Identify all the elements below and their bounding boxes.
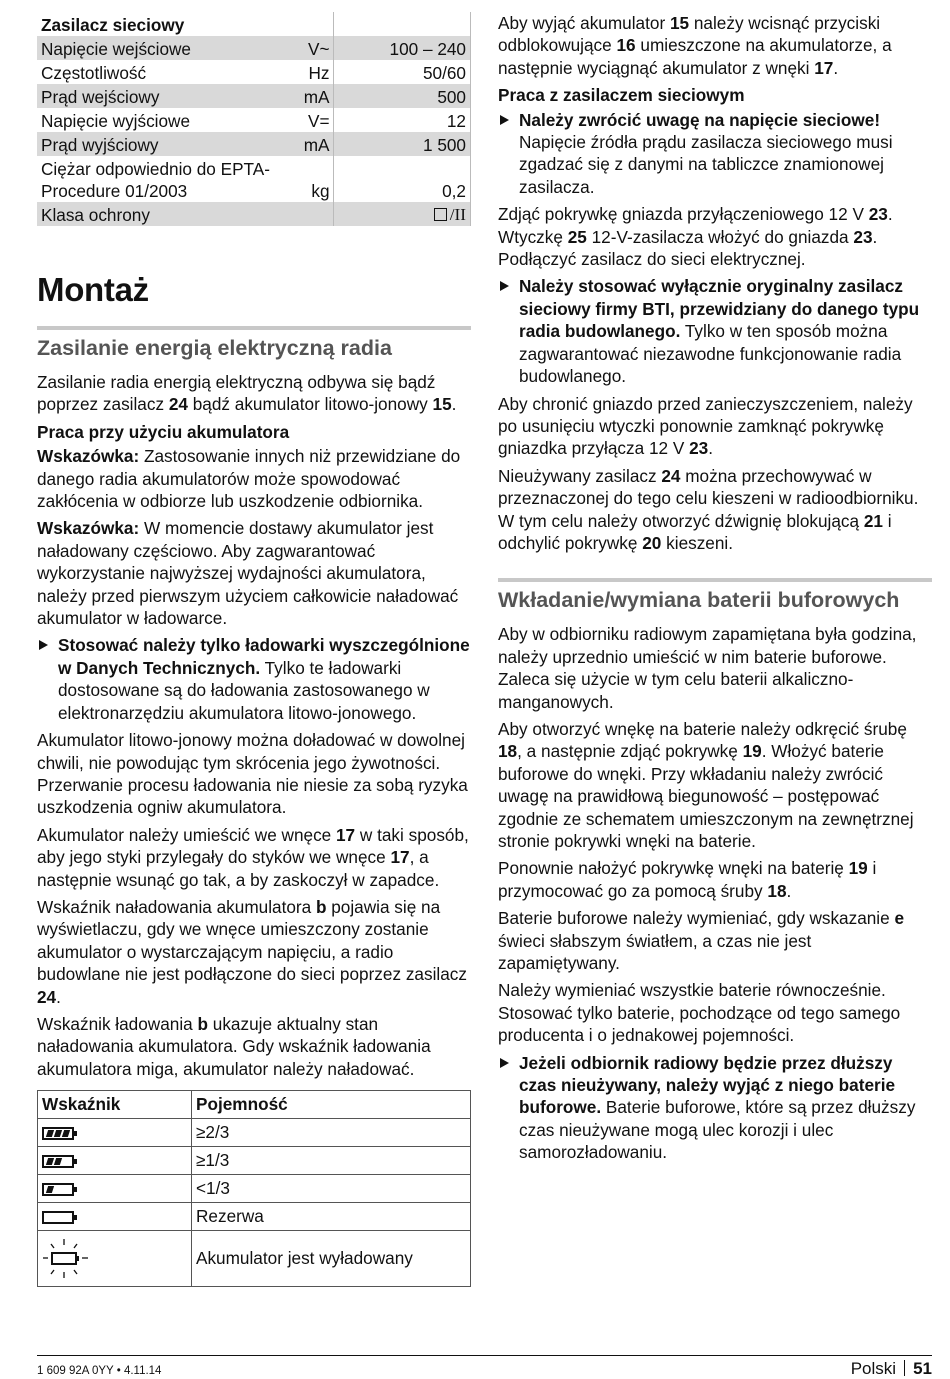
paragraph: Akumulator należy umieścić we wnęce 17 w taki sposób, aby jego styki przylegały do styków we wnęce 17, a następnie wsunąć go tak, a by zaskoczył w zapadce. [37,824,469,890]
table-row [38,1203,471,1231]
subheading: Praca przy użyciu akumulatora [37,421,290,442]
paragraph: Wskaźnik naładowania akumulatora b pojawia się na wyświetlaczu, gdy we wnęce umieszczony zostanie akumulator o wystarczającym napięciu, a radio budowlane nie jest podłączone do sieci poprzez zasilacz 24. [37,896,467,1007]
spec-unit: Hz [295,60,333,84]
footer-language: Polski [850,1359,897,1378]
right-column [498,12,932,1169]
section-heading: Wkładanie/wymiana baterii buforowych [498,578,932,614]
table-row [38,1231,471,1287]
paragraph: Nieużywany zasilacz 24 można przechowywać w przeznaczonej do tego celu kieszeni w radioodbiorniku. W tym celu należy otworzyć dźwignię blokującą 21 i odchylić pokrywkę 20 kieszeni. [498,465,919,553]
note-paragraph: Wskazówka: Zastosowanie innych niż przewidziane do danego radia akumulatorów może spowodować zakłócenia w odbiorze lub uszkodzenie odbiornika. [37,446,461,512]
note-paragraph: Wskazówka: W momencie dostawy akumulator jest naładowany częściowo. Aby zagwarantować wykorzystanie najwyższej wydajności akumulatora, należy przed pierwszym użyciem całkowicie naładować akumulator w ładowarce. [37,518,459,629]
specs-title: Zasilacz sieciowy [41,15,185,35]
protection-class-text: /II [449,205,466,224]
paragraph: Zdjąć pokrywkę gniazda przyłączeniowego 12 V 23. Wtyczkę 25 12-V-zasilacza włożyć do gniazda 23. Podłączyć zasilacz do sieci elektrycznej. [498,204,893,270]
paragraph: Aby wyjąć akumulator 15 należy wcisnąć przyciski odblokowujące 16 umieszczone na akumulatorze, a następnie wyciągnąć akumulator z wnęki 17. [498,13,892,78]
spec-value: 100 – 240 [333,36,471,60]
paragraph: Aby w odbiorniku radiowym zapamiętana była godzina, należy uprzednio umieścić w nim baterie buforowe. Zaleca się użycie w tym celu baterii alkaliczno-manganowych. [498,624,917,712]
spec-label: Ciężar odpowiednio do EPTA-Procedure 01/2003 [41,159,270,201]
paragraph: Aby otworzyć wnękę na baterie należy odkręcić śrubę 18, a następnie zdjąć pokrywkę 19. Włożyć baterie buforowe do wnęki. Przy wkładaniu należy zwrócić uwagę na prawidłową biegunowość – postępować zgodnie ze schematem umieszczonym na zewnętrznej stronie pokrywki wnęki na baterie. [498,718,914,851]
battery-two-bars-icon [42,1155,74,1168]
capacity-value: <1/3 [192,1175,471,1203]
battery-blinking-icon [42,1237,90,1281]
spec-value: 12 [333,108,471,132]
paragraph: Ponownie nałożyć pokrywkę wnęki na baterię 19 i przymocować go za pomocą śruby 18. [498,858,877,901]
spec-value [333,202,471,226]
protection-class-square-icon [434,208,447,221]
left-column [37,12,471,1287]
paragraph: Baterie buforowe należy wymieniać, gdy wskazanie e świeci słabszym światłem, a czas nie jest zapamiętywany. [498,908,905,974]
column-header: Wskaźnik [38,1091,192,1119]
battery-empty-icon [42,1211,74,1224]
page-number: 51 [913,1359,932,1378]
bullet-item: Stosować należy tylko ładowarki wyszczególnione w Danych Technicznych. Tylko te ładowarki dostosowane są do ładowania zastosowanego w elektronarzędziu akumulatora litowo-jonowego. [37,634,471,724]
spec-unit: mA [295,132,333,156]
battery-one-bar-icon [42,1183,74,1196]
spec-value: 50/60 [333,60,471,84]
paragraph: Wskaźnik ładowania b ukazuje aktualny stan naładowania akumulatora. Gdy wskaźnik ładowania akumulatora miga, akumulator należy naładować. [37,1013,431,1079]
footer-document-code: 1 609 92A 0YY • 4.11.14 [37,1365,162,1377]
subheading: Praca z zasilaczem sieciowym [498,85,745,106]
page-title: Montaż [37,271,149,308]
table-header-row [38,1091,471,1119]
table-row [38,1119,471,1147]
footer-rule [37,1355,932,1356]
spec-unit: V= [295,108,333,132]
table-row [37,202,471,226]
spec-label: Napięcie wyjściowe [41,111,191,131]
specs-table [37,12,471,226]
table-row [37,156,471,202]
spec-label: Prąd wyjściowy [37,132,295,156]
spec-unit [295,202,333,226]
spec-unit: V~ [295,36,333,60]
table-row [37,36,471,60]
paragraph: Zasilanie radia energią elektryczną odbywa się bądź poprzez zasilacz 24 bądź akumulator litowo-jonowy 15. [37,372,457,415]
paragraph: Aby chronić gniazdo przed zanieczyszczeniem, należy po usunięciu wtyczki ponownie zamknąć pokrywkę gniazdka przyłącza 12 V 23. [498,393,913,459]
column-header: Pojemność [192,1091,471,1119]
capacity-value: Akumulator jest wyładowany [192,1231,471,1287]
spec-label: Klasa ochrony [37,202,295,226]
battery-three-bars-icon [42,1127,74,1140]
capacity-value: ≥1/3 [192,1147,471,1175]
spec-label: Napięcie wejściowe [37,36,295,60]
spec-value: 1 500 [333,132,471,156]
footer-separator [904,1360,905,1376]
paragraph: Akumulator litowo-jonowy można doładować w dowolnej chwili, nie powodując tym skrócenia jego żywotności. Przerwanie procesu ładowania nie niesie za sobą ryzyka uszkodzenia ogniw akumulatora. [37,730,468,818]
table-row [37,84,471,108]
spec-unit: mA [295,84,333,108]
bullet-item: Należy stosować wyłącznie oryginalny zasilacz sieciowy firmy BTI, przewidziany do danego typu radia budowlanego. Tylko w ten sposób można zagwarantować niezawodne funkcjonowanie radia budowlanego. [498,275,932,387]
table-row [38,1147,471,1175]
capacity-value: Rezerwa [192,1203,471,1231]
table-row [38,1175,471,1203]
capacity-value: ≥2/3 [192,1119,471,1147]
spec-unit: kg [295,156,333,202]
battery-indicator-table [37,1090,471,1287]
bullet-item: Jeżeli odbiornik radiowy będzie przez dłuższy czas nieużywany, należy wyjąć z niego baterie buforowe. Baterie buforowe, które są przez dłuższy czas nieużywane mogą ulec korozji i ulec samorozładowaniu. [498,1052,932,1164]
table-row [37,60,471,84]
table-row [37,108,471,132]
paragraph: Należy wymieniać wszystkie baterie równocześnie. Stosować tylko baterie, pochodzące od tego samego producenta i o jednakowej pojemności. [498,980,901,1046]
footer-page-info [851,1359,932,1379]
spec-value: 500 [333,84,471,108]
bullet-item: Należy zwrócić uwagę na napięcie sieciowe! Napięcie źródła prądu zasilacza sieciowego musi zgadzać się z danymi na tabliczce znamionowej zasilacza. [498,109,932,199]
specs-table-header [37,12,471,36]
section-heading: Zasilanie energią elektryczną radia [37,326,471,362]
spec-value: 0,2 [333,156,471,202]
table-row [37,132,471,156]
spec-label: Częstotliwość [41,63,147,83]
spec-label: Prąd wejściowy [37,84,295,108]
